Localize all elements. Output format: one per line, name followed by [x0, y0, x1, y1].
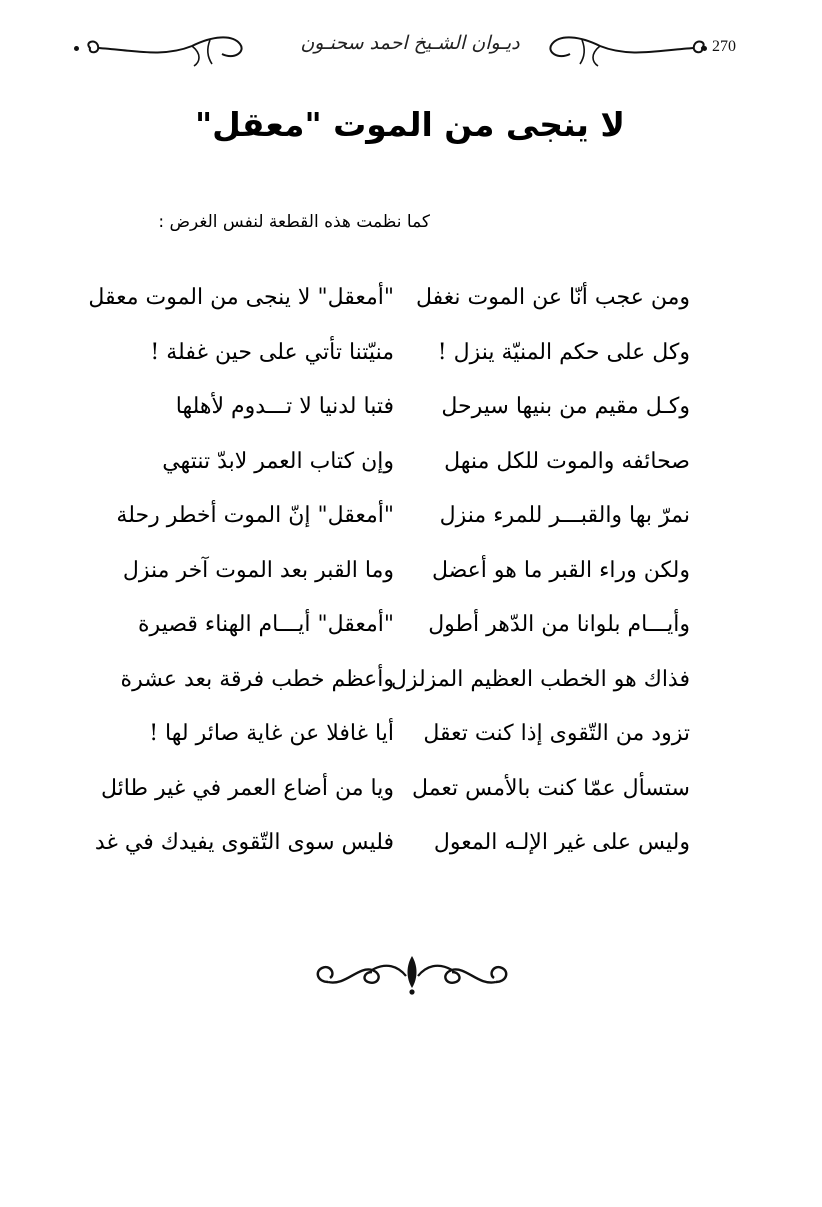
verse — [0, 769, 822, 824]
verse — [0, 496, 822, 551]
verse-second-hemistich: وليس على غير الإلـه المعول — [433, 830, 690, 855]
verse-first-hemistich: "أمعقل" أيـــام الهناء قصيرة — [138, 612, 394, 637]
verse-second-hemistich: تزود من التّقوى إذا كنت تعقل — [423, 721, 690, 746]
end-flourish-icon — [306, 952, 518, 998]
page-number: 270 — [712, 38, 736, 55]
verse-first-hemistich: منيّتنا تأتي على حين غفلة ! — [150, 339, 394, 365]
verse-second-hemistich: ولكن وراء القبر ما هو أعضل — [431, 557, 690, 583]
header-flourish-right-icon — [540, 28, 710, 68]
verse — [0, 605, 822, 660]
poem-verses — [0, 278, 822, 878]
verse — [0, 551, 822, 606]
verse-second-hemistich: وكـل مقيم من بنيها سيرحل — [441, 394, 690, 419]
verse-second-hemistich: نمرّ بها والقبـــر للمرء منزل — [439, 503, 690, 528]
verse-first-hemistich: "أمعقل" إنّ الموت أخطر رحلة — [116, 503, 394, 528]
verse — [0, 442, 822, 497]
verse-first-hemistich: وإن كتاب العمر لابدّ تنتهي — [162, 448, 394, 474]
verse — [0, 714, 822, 769]
verse — [0, 660, 822, 715]
running-title: ديـوان الشـيخ احمد سحنـون — [300, 32, 520, 54]
verse — [0, 823, 822, 878]
verse-second-hemistich: صحائفه والموت للكل منهل — [444, 448, 690, 474]
verse-second-hemistich: وأيـــام بلوانا من الدّهر أطول — [428, 612, 690, 637]
verse-first-hemistich: أيا غافلا عن غاية صائر لها ! — [149, 721, 394, 746]
verse-second-hemistich: وكل على حكم المنيّة ينزل ! — [437, 339, 690, 365]
verse — [0, 333, 822, 388]
poem-intro: كما نظمت هذه القطعة لنفس الغرض : — [158, 212, 430, 232]
verse-first-hemistich: فليس سوى التّقوى يفيدك في غد — [94, 830, 394, 855]
verse — [0, 387, 822, 442]
verse-first-hemistich: وأعظم خطب فرقة بعد عشرة — [120, 666, 394, 692]
verse-second-hemistich: فذاك هو الخطب العظيم المزلزل — [390, 666, 690, 692]
verse-second-hemistich: ستسأل عمّا كنت بالأمس تعمل — [412, 775, 690, 801]
verse-first-hemistich: فتبا لدنيا لا تـــدوم لأهلها — [175, 394, 394, 419]
header-flourish-left-icon — [82, 28, 252, 68]
header-bullet-left — [74, 46, 79, 51]
verse-second-hemistich: ومن عجب أنّا عن الموت نغفل — [415, 285, 690, 310]
verse-first-hemistich: "أمعقل" لا ينجى من الموت معقل — [88, 285, 394, 310]
verse-first-hemistich: وما القبر بعد الموت آخر منزل — [122, 557, 394, 583]
poem-title: لا ينجى من الموت "معقل" — [194, 105, 625, 144]
verse — [0, 278, 822, 333]
verse-first-hemistich: ويا من أضاع العمر في غير طائل — [101, 775, 394, 801]
